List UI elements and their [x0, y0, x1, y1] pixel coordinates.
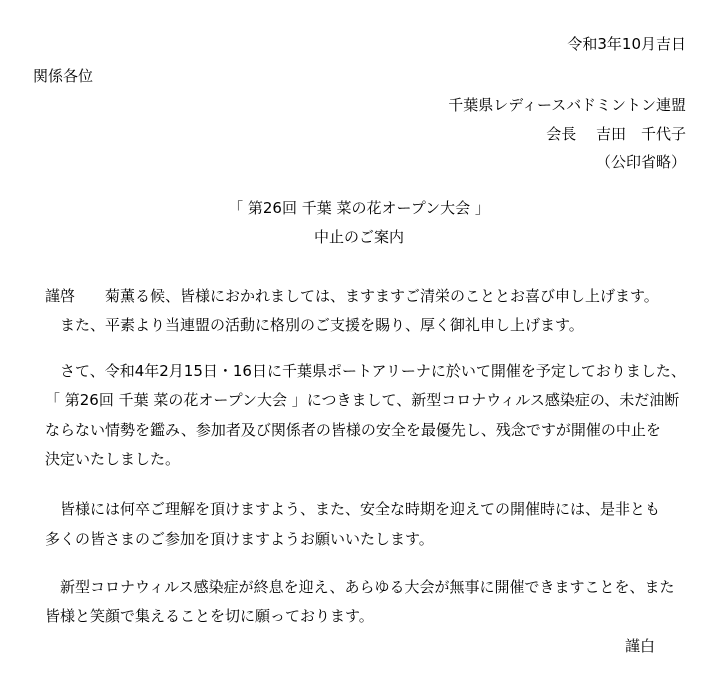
opening-greeting: 謹啓 菊薫る候、皆様におかれましては、ますますご清栄のこととお喜び申し上げます。: [45, 287, 659, 305]
gratitude-line: また、平素より当連盟の活動に格別のご支援を賜り、厚く御礼申し上げます。: [45, 316, 584, 334]
document-title: 「 第26回 千葉 菜の花オープン大会 」: [228, 199, 490, 217]
announcement-line-3: ならない情勢を鑑み、参加者及び関係者の皆様の安全を最優先し、残念ですが開催の中止を: [45, 421, 661, 439]
request-line-1: 皆様には何卒ご理解を頂けますよう、また、安全な時期を迎えての開催時には、是非とも: [45, 500, 661, 518]
closing-wish-line-2: 皆様と笑顔で集えることを切に願っております。: [45, 607, 374, 625]
document-subtitle: 中止のご案内: [313, 228, 404, 246]
announcement-line-4: 決定いたしました。: [45, 450, 181, 468]
closing-salutation: 謹白: [624, 637, 655, 655]
closing-wish-line-1: 新型コロナウィルス感染症が終息を迎え、あらゆる大会が無事に開催できますことを、また: [45, 578, 675, 596]
sender-organization: 千葉県レディースバドミントン連盟: [448, 96, 686, 114]
announcement-line-2: 「 第26回 千葉 菜の花オープン大会 」につきまして、新型コロナウィルス感染症の、未だ油断: [45, 391, 680, 409]
recipient-line: 関係各位: [33, 67, 94, 85]
seal-omitted-note: （公印省略）: [595, 153, 686, 171]
sender-signatory: 会長 吉田 千代子: [546, 125, 686, 143]
letter-date: 令和3年10月吉日: [567, 35, 686, 53]
announcement-line-1: さて、令和4年2月15日・16日に千葉県ポートアリーナに於いて開催を予定しておりました、: [45, 362, 686, 380]
request-line-2: 多くの皆さまのご参加を頂けますようお願いいたします。: [45, 530, 434, 548]
